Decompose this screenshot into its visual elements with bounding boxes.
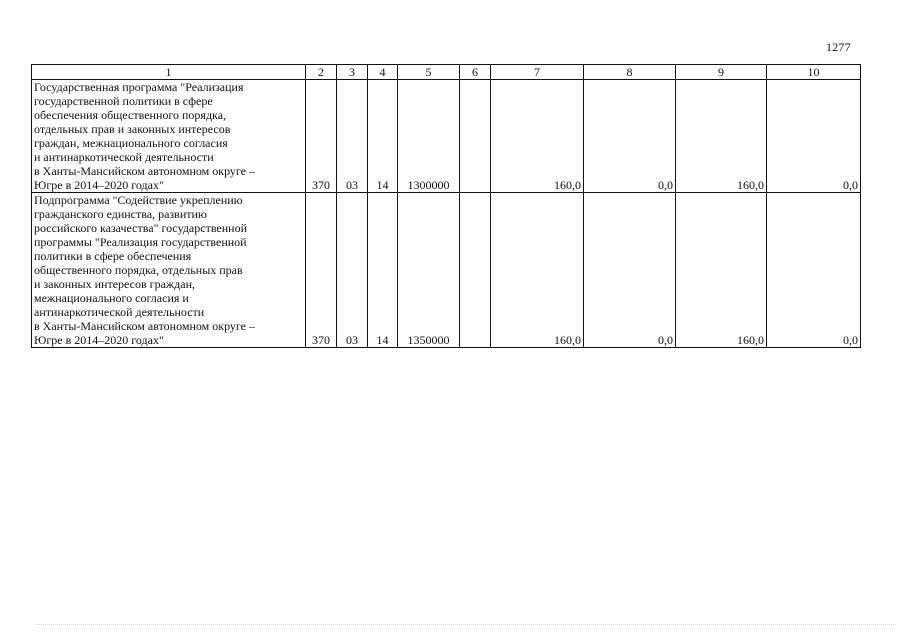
code-cell: 370 [306, 193, 337, 348]
header-col-10: 10 [767, 65, 861, 80]
target-article-cell: 1300000 [398, 80, 460, 193]
amount-cell-7: 160,0 [491, 193, 584, 348]
subsection-cell: 14 [368, 80, 398, 193]
amount-cell-8: 0,0 [584, 193, 676, 348]
header-col-5: 5 [398, 65, 460, 80]
header-col-8: 8 [584, 65, 676, 80]
amount-cell-8: 0,0 [584, 80, 676, 193]
program-name-cell: Подпрограмма "Содействие укреплению гражданского единства, развитию российского казачества" государственной программы "Реализация государственной политики в сфере обеспечения общественного порядка, отдельных прав и законных интересов граждан, межнационального согласия и антинаркотической деятельности в Ханты-Мансийском автономном округе – Югре в 2014–2020 годах" [32, 193, 306, 348]
header-col-6: 6 [460, 65, 491, 80]
subsection-cell: 14 [368, 193, 398, 348]
header-row [32, 65, 861, 80]
header-col-7: 7 [491, 65, 584, 80]
amount-cell-10: 0,0 [767, 193, 861, 348]
table-row [32, 80, 861, 193]
page-number: 1277 [826, 40, 851, 54]
expense-type-cell [460, 193, 491, 348]
amount-cell-10: 0,0 [767, 80, 861, 193]
section-cell: 03 [337, 193, 368, 348]
header-col-3: 3 [337, 65, 368, 80]
header-col-9: 9 [676, 65, 767, 80]
amount-cell-9: 160,0 [676, 193, 767, 348]
header-col-2: 2 [306, 65, 337, 80]
target-article-cell: 1350000 [398, 193, 460, 348]
scan-artifact-line [36, 624, 896, 625]
table-body [32, 80, 861, 348]
budget-table [31, 64, 861, 348]
table-row [32, 193, 861, 348]
amount-cell-7: 160,0 [491, 80, 584, 193]
header-col-1: 1 [32, 65, 306, 80]
code-cell: 370 [306, 80, 337, 193]
header-col-4: 4 [368, 65, 398, 80]
table-header [32, 65, 861, 80]
expense-type-cell [460, 80, 491, 193]
amount-cell-9: 160,0 [676, 80, 767, 193]
program-name-cell: Государственная программа "Реализация государственной политики в сфере обеспечения общественного порядка, отдельных прав и законных интересов граждан, межнационального согласия и антинаркотической деятельности в Ханты-Мансийском автономном округе – Югре в 2014–2020 годах" [32, 80, 306, 193]
section-cell: 03 [337, 80, 368, 193]
